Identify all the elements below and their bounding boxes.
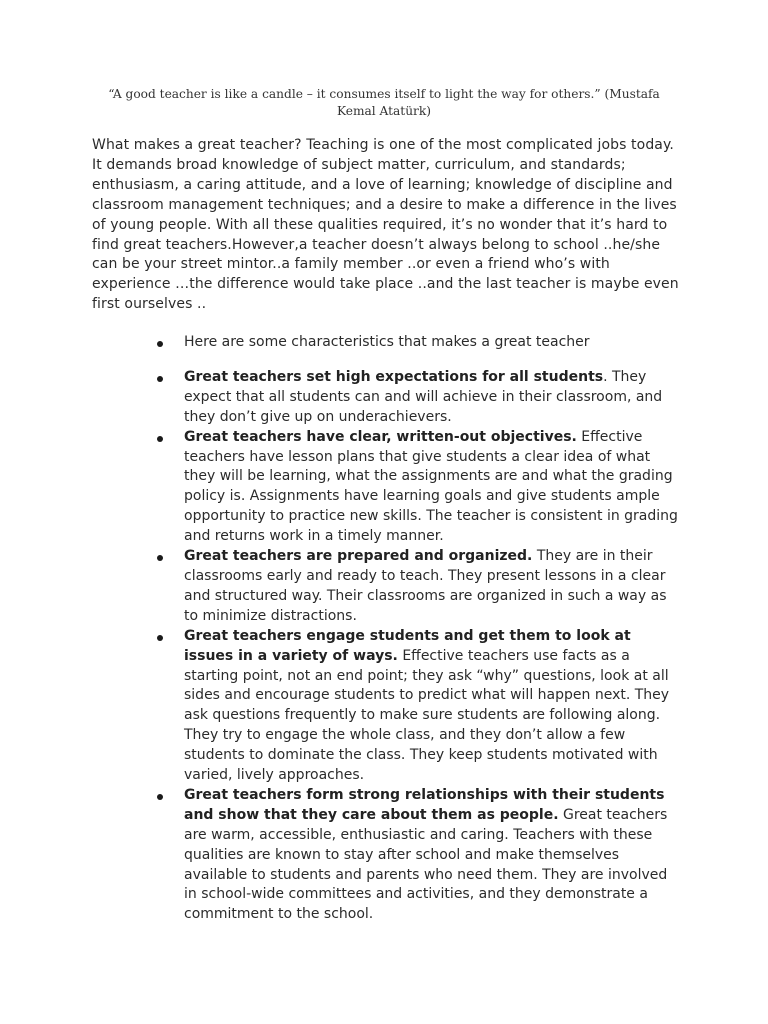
bullet-icon <box>157 794 163 800</box>
bullet-icon <box>157 376 163 382</box>
list-intro-text: Here are some characteristics that makes a great teacher <box>184 334 590 350</box>
list-item <box>184 368 684 428</box>
characteristics-list <box>184 333 684 925</box>
item-heading: Great teachers are prepared and organized. <box>184 548 533 565</box>
item-heading: Great teachers set high expectations for all students <box>184 368 604 385</box>
list-item <box>184 547 684 627</box>
list-item-intro <box>184 333 684 353</box>
epigraph-quote: “A good teacher is like a candle – it consumes itself to light the way for others.” (Mustafa Kemal Atatürk) <box>108 87 660 118</box>
bullet-icon <box>157 635 163 641</box>
list-item <box>184 786 684 925</box>
bullet-icon <box>157 341 163 347</box>
item-body: Great teachers are warm, accessible, enthusiastic and caring. Teachers with these qualities are known to stay after school and make themselves available to students and parents who need them. They are involved in school-wide committees and activities, and they demonstrate a commitment to the school. <box>184 806 668 923</box>
list-item <box>184 428 684 547</box>
item-body: Effective teachers use facts as a starting point, not an end point; they ask “why” questions, look at all sides and encourage students to predict what will happen next. They ask questions frequently to make sure students are following along. They try to engage the whole class, and they don’t allow a few students to dominate the class. They keep students motivated with varied, lively approaches. <box>184 647 670 784</box>
list-item <box>184 627 684 786</box>
item-heading: Great teachers form strong relationships with their students and show that they care about them as people. <box>184 786 665 823</box>
bullet-icon <box>157 555 163 561</box>
item-body: They are in their classrooms early and ready to teach. They present lessons in a clear and structured way. Their classrooms are organized in such a way as to minimize distractions. <box>184 548 667 624</box>
item-heading: Great teachers engage students and get them to look at issues in a variety of ways. <box>184 627 631 664</box>
item-body: . They expect that all students can and will achieve in their classroom, and they don’t give up on underachievers. <box>184 368 663 425</box>
item-body: Effective teachers have lesson plans that give students a clear idea of what they will be learning, what the assignments are and what the grading policy is. Assignments have learning goals and give students ample opportunity to practice new skills. The teacher is consistent in grading and returns work in a timely manner. <box>184 428 678 545</box>
intro-paragraph: What makes a great teacher? Teaching is one of the most complicated jobs today. It demands broad knowledge of subject matter, curriculum, and standards; enthusiasm, a caring attitude, and a love of learning; knowledge of discipline and classroom management techniques; and a desire to make a difference in the lives of young people. With all these qualities required, it’s no wonder that it’s hard to find great teachers.However,a teacher doesn’t always belong to school ..he/she can be your street mintor..a family member ..or even a friend who’s with experience …the difference would take place ..and the last teacher is maybe even first ourselves .. <box>92 137 679 313</box>
item-heading: Great teachers have clear, written-out objectives. <box>184 428 577 445</box>
bullet-icon <box>157 436 163 442</box>
